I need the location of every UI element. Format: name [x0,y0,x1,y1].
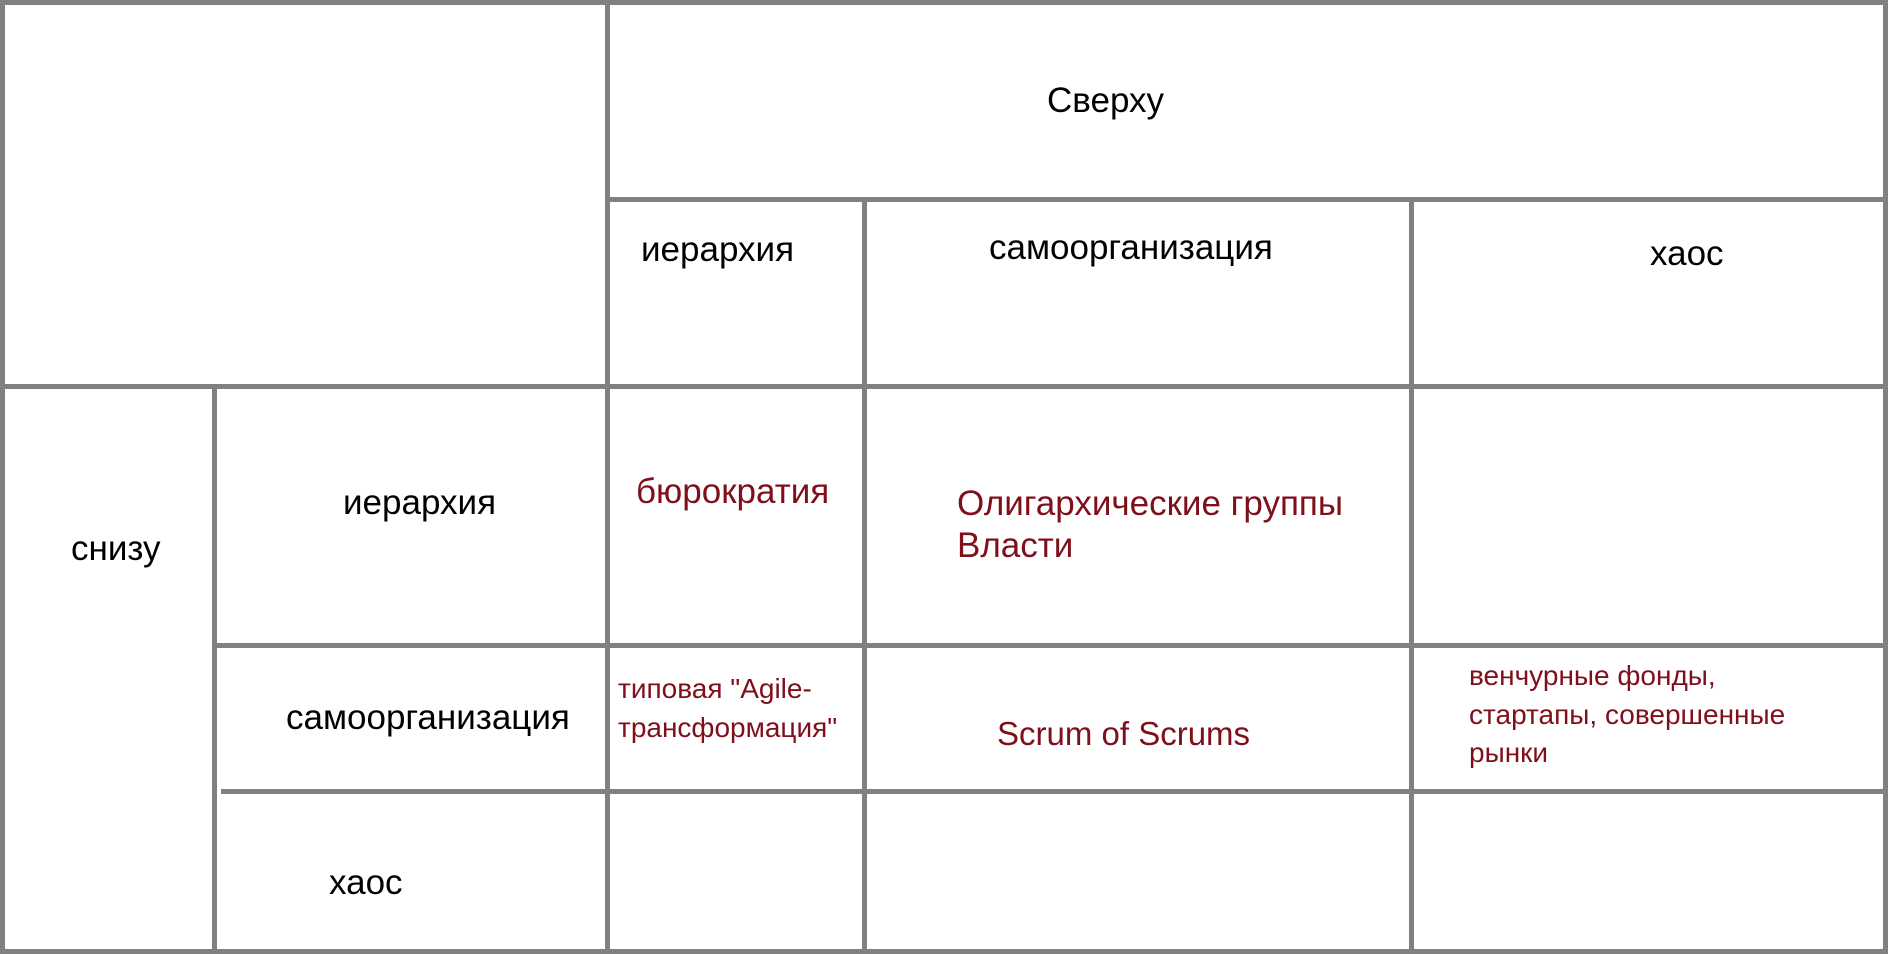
grid-line-col2-col3-divider [1409,198,1414,954]
grid-line-row2-row3-divider [221,789,1888,794]
row-header-hierarchy: иерархия [343,483,497,522]
top-axis-label: Сверху [1047,81,1165,120]
grid-line-header-body-divider [0,384,1888,389]
cell-hierarchy-hierarchy: бюрократия [636,472,830,511]
cell-hierarchy-self-organization-line-2: Власти [957,526,1074,565]
row-header-chaos: хаос [329,863,403,902]
cell-self-organization-chaos-line-2: стартапы, совершенные [1469,698,1786,730]
grid-line-bottom [0,949,1888,954]
grid-line-col1-col2-divider [862,198,867,954]
grid-line-top [0,0,1888,5]
cell-self-organization-chaos [1469,657,1785,773]
row-header-self-organization: самоорганизация [286,698,570,737]
grid-line-top-header-divider [606,197,1888,202]
grid-line-row1-row2-divider [214,643,1888,648]
column-header-hierarchy: иерархия [641,230,795,269]
cell-self-organization-chaos-line-1: венчурные фонды, [1469,660,1716,691]
cell-hierarchy-self-organization [957,483,1343,567]
cell-self-organization-hierarchy-line-1: типовая "Agile- [618,673,812,704]
grid-line-right [1883,0,1888,954]
column-header-chaos: хаос [1650,234,1724,273]
cell-self-organization-self-organization: Scrum of Scrums [997,715,1251,752]
cell-self-organization-hierarchy [618,670,837,747]
column-header-self-organization: самоорганизация [989,228,1273,267]
grid-line-label-columns-divider [212,384,217,954]
cell-hierarchy-self-organization-line-1: Олигархические группы [957,484,1344,523]
cell-self-organization-chaos-line-3: рынки [1469,737,1549,769]
bottom-axis-label: снизу [71,529,161,568]
grid-line-left [0,0,5,954]
cell-self-organization-hierarchy-line-2: трансформация" [618,711,838,743]
grid-line-col-start [605,0,610,954]
